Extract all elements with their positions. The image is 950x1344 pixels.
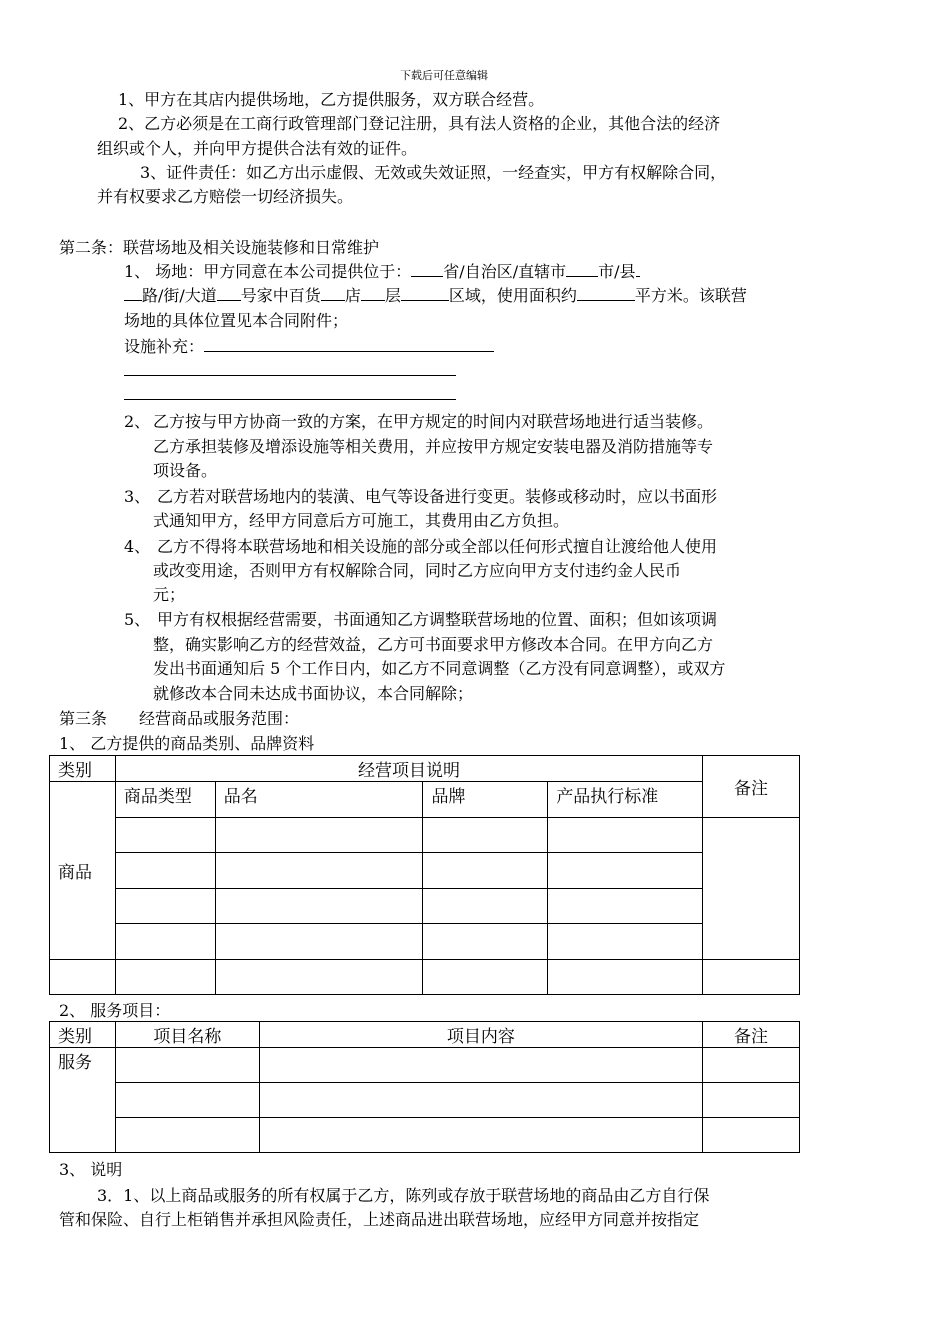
blank-province[interactable] <box>411 262 443 277</box>
t1-col-category: 类别 <box>50 756 116 782</box>
item3-l1: 乙方若对联营场地内的装潢、电气等设备进行变更。装修或移动时，应以书面形 <box>157 487 718 506</box>
t1-col-standard: 产品执行标准 <box>548 782 703 818</box>
t2-cell[interactable] <box>259 1118 702 1153</box>
t2-col-content: 项目内容 <box>259 1022 702 1048</box>
article1-p2b: 组织或个人，并向甲方提供合法有效的证件。 <box>97 139 418 158</box>
blank-facility-2[interactable] <box>124 375 456 376</box>
t1-col-name: 品名 <box>215 782 423 818</box>
item2-l3: 项设备。 <box>153 461 218 480</box>
t1-cell[interactable] <box>215 818 423 853</box>
article3-sub2: 2、 服务项目： <box>59 1001 171 1020</box>
t1-col-type: 商品类型 <box>115 782 215 818</box>
article1-p3b: 并有权要求乙方赔偿一切经济损失。 <box>97 187 354 206</box>
t1-cell[interactable] <box>115 889 215 924</box>
t1-cell[interactable] <box>548 924 703 960</box>
t1-cell[interactable] <box>423 853 548 889</box>
t1-row-label: 商品 <box>50 782 116 960</box>
header-note: 下载后可任意编辑 <box>400 69 488 82</box>
item1-t5: 号家中百货 <box>240 286 321 305</box>
t1-cell[interactable] <box>423 889 548 924</box>
blank-floor[interactable] <box>361 286 385 301</box>
article2-title: 第二条：联营场地及相关设施装修和日常维护 <box>59 238 380 257</box>
t1-col-desc: 经营项目说明 <box>115 756 702 782</box>
item3-num: 3、 <box>124 487 151 506</box>
item1-t7: 层 <box>384 286 401 305</box>
t1-cell[interactable] <box>548 853 703 889</box>
article3-sub3: 3、 说明 <box>59 1160 123 1179</box>
t2-cell[interactable] <box>703 1048 800 1083</box>
t2-cell[interactable] <box>115 1083 259 1118</box>
t2-cell[interactable] <box>115 1118 259 1153</box>
blank-number[interactable] <box>217 286 241 301</box>
t1-cell[interactable] <box>423 960 548 995</box>
blank-road[interactable] <box>124 286 142 301</box>
article1-p3a: 3、证件责任：如乙方出示虚假、无效或失效证照，一经查实，甲方有权解除合同， <box>140 163 727 182</box>
blank-facility-3[interactable] <box>124 399 456 400</box>
t2-cell[interactable] <box>115 1048 259 1083</box>
item4-l1: 乙方不得将本联营场地和相关设施的部分或全部以任何形式擅自让渡给他人使用 <box>157 537 718 556</box>
t1-cell[interactable] <box>115 924 215 960</box>
item1-t11: 设施补充： <box>124 337 205 356</box>
t1-remark-cell[interactable] <box>703 818 800 960</box>
t2-cell[interactable] <box>259 1083 702 1118</box>
item5-num: 5、 <box>124 610 151 629</box>
article2-item1-line4 <box>124 334 494 357</box>
item1-t3: 市/县 <box>598 262 636 281</box>
blank-facility-1[interactable] <box>204 337 494 352</box>
t1-cell[interactable] <box>115 960 215 995</box>
article2-item1-line1 <box>124 259 640 282</box>
t2-col-remark: 备注 <box>703 1022 800 1048</box>
blank-sqm[interactable] <box>577 286 635 301</box>
t1-cell[interactable] <box>548 818 703 853</box>
article1-p1: 1、甲方在其店内提供场地，乙方提供服务，双方联合经营。 <box>118 90 545 109</box>
t1-cell[interactable] <box>703 960 800 995</box>
t1-cell[interactable] <box>548 889 703 924</box>
t1-col-remark: 备注 <box>703 756 800 818</box>
t1-cell[interactable] <box>548 960 703 995</box>
t1-cell[interactable] <box>115 853 215 889</box>
item1-t9: 平方米。该联营 <box>634 286 747 305</box>
t2-cell[interactable] <box>259 1048 702 1083</box>
t2-cell[interactable] <box>703 1118 800 1153</box>
article1-p2a: 2、乙方必须是在工商行政管理部门登记注册，具有法人资格的企业，其他合法的经济 <box>118 114 721 133</box>
t1-cell[interactable] <box>215 924 423 960</box>
t1-cell[interactable] <box>423 924 548 960</box>
t1-cell[interactable] <box>50 960 116 995</box>
t1-cell[interactable] <box>423 818 548 853</box>
t1-cell[interactable] <box>215 853 423 889</box>
t1-col-brand: 品牌 <box>423 782 548 818</box>
item2-l1: 乙方按与甲方协商一致的方案，在甲方规定的时间内对联营场地进行适当装修。 <box>153 412 714 431</box>
item1-t2: 省/自治区/直辖市 <box>443 262 567 281</box>
blank-city[interactable] <box>566 262 598 277</box>
item2-l2: 乙方承担装修及增添设施等相关费用，并应按甲方规定安装电器及消防措施等专 <box>153 437 714 456</box>
article2-item1-line3: 场地的具体位置见本合同附件； <box>124 311 349 330</box>
item1-t4: 路/街/大道 <box>142 286 217 305</box>
item1-t1: 场地：甲方同意在本公司提供位于： <box>155 262 412 281</box>
article3-note-b: 管和保险、自行上柜销售并承担风险责任，上述商品进出联营场地，应经甲方同意并按指定 <box>59 1210 700 1229</box>
blank-county[interactable] <box>636 262 640 277</box>
t2-row-label: 服务 <box>50 1048 116 1153</box>
t2-cell[interactable] <box>703 1083 800 1118</box>
t1-cell[interactable] <box>215 889 423 924</box>
t2-col-category: 类别 <box>50 1022 116 1048</box>
article2-item1-line2 <box>124 283 747 306</box>
item1-num: 1、 <box>124 262 151 281</box>
item5-l3: 发出书面通知后 5 个工作日内，如乙方不同意调整（乙方没有同意调整），或双方 <box>153 659 726 678</box>
item1-t6: 店 <box>344 286 361 305</box>
t1-cell[interactable] <box>115 818 215 853</box>
blank-area[interactable] <box>401 286 449 301</box>
article3-sub1: 1、 乙方提供的商品类别、品牌资料 <box>59 734 315 753</box>
services-table <box>49 1021 800 1153</box>
item1-t8: 区域，使用面积约 <box>448 286 577 305</box>
products-table <box>49 755 800 995</box>
item5-l4: 就修改本合同未达成书面协议，本合同解除； <box>153 684 474 703</box>
item2-num: 2、 <box>124 412 151 431</box>
blank-store[interactable] <box>321 286 345 301</box>
item5-l2: 整，确实影响乙方的经营效益，乙方可书面要求甲方修改本合同。在甲方向乙方 <box>153 635 714 654</box>
item4-num: 4、 <box>124 537 151 556</box>
item4-l2: 或改变用途，否则甲方有权解除合同，同时乙方应向甲方支付违约金人民币 <box>153 561 682 580</box>
item5-l1: 甲方有权根据经营需要，书面通知乙方调整联营场地的位置、面积；但如该项调 <box>157 610 718 629</box>
article3-note-a: 3．1、以上商品或服务的所有权属于乙方，陈列或存放于联营场地的商品由乙方自行保 <box>97 1186 710 1205</box>
item3-l2: 式通知甲方，经甲方同意后方可施工，其费用由乙方负担。 <box>153 511 570 530</box>
article3-title: 第三条 经营商品或服务范围： <box>59 709 300 728</box>
item4-l3: 元； <box>153 585 186 604</box>
t2-col-name: 项目名称 <box>115 1022 259 1048</box>
t1-cell[interactable] <box>215 960 423 995</box>
